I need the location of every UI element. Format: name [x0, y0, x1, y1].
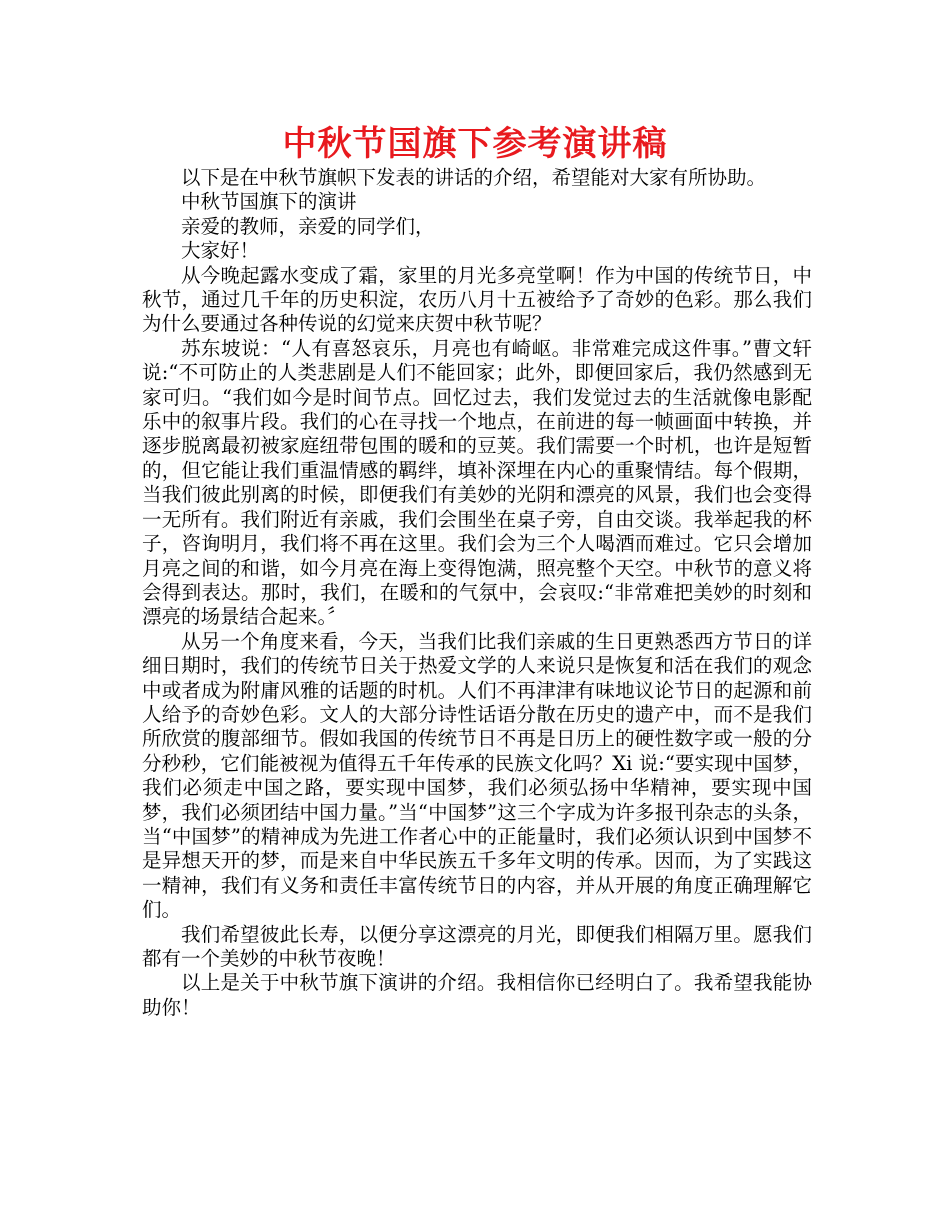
document-body [142, 166, 812, 1020]
body-paragraph: 从今晚起露水变成了霜，家里的月光多亮堂啊！作为中国的传统节日，中秋节，通过几千年的历史积淀，农历八月十五被给予了奇妙的色彩。那么我们为什么要通过各种传说的幻觉来庆贺中秋节呢？ [142, 263, 812, 336]
salutation: 亲爱的教师，亲爱的同学们， [181, 214, 435, 238]
outro-paragraph: 以上是关于中秋节旗下演讲的介绍。我相信你已经明白了。我希望我能协助你！ [142, 971, 812, 1019]
greeting: 大家好！ [181, 239, 260, 263]
body-paragraph: 苏东坡说：“人有喜怒哀乐，月亮也有崎岖。非常难完成这件事。”曹文轩说:“不可防止的人类悲剧是人们不能回家；此外，即便回家后，我仍然感到无家可归。“我们如今是时间节点。回忆过去，我们发觉过去的生活就像电影配乐中的叙事片段。我们的心在寻找一个地点，在前进的每一帧画面中转换，并逐步脱离最初被家庭纽带包围的暖和的豆荚。我们需要一个时机，也许是短暂的，但它能让我们重温情感的羁绊，填补深埋在内心的重聚情结。每个假期，当我们彼此别离的时候，即便我们有美妙的光阴和漂亮的风景，我们也会变得一无所有。我们附近有亲戚，我们会围坐在桌子旁，自由交谈。我举起我的杯子，咨询明月，我们将不再在这里。我们会为三个人喝酒而难过。它只会增加月亮之间的和谐，如今月亮在海上变得饱满，照亮整个天空。中秋节的意义将会得到表达。那时，我们，在暖和的气氛中，会哀叹:“非常难把美妙的时刻和漂亮的场景结合起来。〞 [142, 336, 812, 629]
body-paragraph: 从另一个角度来看，今天，当我们比我们亲戚的生日更熟悉西方节日的详细日期时，我们的传统节日关于热爱文学的人来说只是恢复和活在我们的观念中或者成为附庸风雅的话题的时机。人们不再津津有味地议论节日的起源和前人给予的奇妙色彩。文人的大部分诗性话语分散在历史的遗产中，而不是我们所欣赏的腹部细节。假如我国的传统节日不再是日历上的硬性数字或一般的分分秒秒，它们能被视为值得五千年传承的民族文化吗？Xi 说:“要实现中国梦，我们必须走中国之路，要实现中国梦，我们必须弘扬中华精神，要实现中国梦，我们必须团结中国力量。”当“中国梦”这三个字成为许多报刊杂志的头条，当“中国梦”的精神成为先进工作者心中的正能量时，我们必须认识到中国梦不是异想天开的梦，而是来自中华民族五千多年文明的传承。因而，为了实践这一精神，我们有义务和责任丰富传统节日的内容，并从开展的角度正确理解它们。 [142, 629, 812, 922]
document-title: 中秋节国旗下参考演讲稿 [282, 124, 668, 164]
intro-paragraph: 以下是在中秋节旗帜下发表的讲话的介绍，希望能对大家有所协助。 [181, 166, 767, 189]
closing-paragraph: 我们希望彼此长寿，以便分享这漂亮的月光，即便我们相隔万里。愿我们都有一个美妙的中秋节夜晚！ [142, 922, 812, 970]
speech-heading: 中秋节国旗下的演讲 [181, 190, 357, 214]
